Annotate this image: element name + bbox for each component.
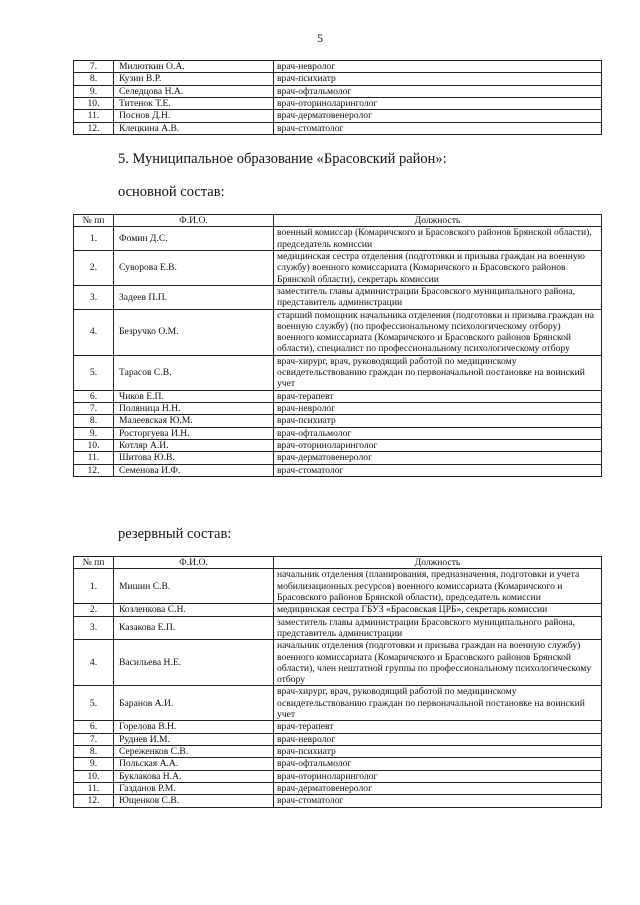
row-number: 2.	[74, 604, 114, 616]
member-name: Шитова Ю.В.	[114, 452, 274, 464]
table-row	[74, 464, 602, 476]
table-row	[74, 285, 602, 309]
row-number: 12.	[74, 795, 114, 807]
row-number: 8.	[74, 746, 114, 758]
table-row	[74, 616, 602, 640]
member-name: Задеев П.П.	[114, 285, 274, 309]
member-position: врач-дерматовенеролог	[274, 782, 602, 794]
row-number: 8.	[74, 73, 114, 85]
row-number: 7.	[74, 403, 114, 415]
row-number: 1.	[74, 569, 114, 604]
member-position: врач-офтальмолог	[274, 427, 602, 439]
table-row	[74, 452, 602, 464]
table-row	[74, 122, 602, 134]
member-position: старший помощник начальника отделения (подготовки и призыва граждан на военную службу) (по профессиональному психологическому отбору) военного комиссариата (Комаричского и Брасовского районов Брянской области), специалист по профессиональному психологическому отбору	[274, 309, 602, 355]
member-position: врач-офтальмолог	[274, 758, 602, 770]
table-row	[74, 604, 602, 616]
member-name: Росторгуева И.Н.	[114, 427, 274, 439]
table-row	[74, 721, 602, 733]
member-position: медицинская сестра ГБУЗ «Брасовская ЦРБ», секретарь комиссии	[274, 604, 602, 616]
row-number: 10.	[74, 439, 114, 451]
continued-members-table	[73, 60, 602, 135]
row-number: 11.	[74, 782, 114, 794]
member-position: врач-стоматолог	[274, 122, 602, 134]
row-number: 9.	[74, 758, 114, 770]
member-position: врач-оториноларинголог	[274, 770, 602, 782]
member-name: Мишин С.В.	[114, 569, 274, 604]
header-num: № пп	[74, 557, 114, 569]
member-position: врач-терапевт	[274, 390, 602, 402]
member-name: Газданов Р.М.	[114, 782, 274, 794]
table-row	[74, 782, 602, 794]
table-row	[74, 403, 602, 415]
table-row	[74, 795, 602, 807]
row-number: 10.	[74, 97, 114, 109]
row-number: 3.	[74, 285, 114, 309]
header-name: Ф.И.О.	[114, 557, 274, 569]
header-position: Должность	[274, 215, 602, 227]
member-position: медицинская сестра отделения (подготовки и призыва граждан на военную службу) военного комиссариата (Комаричского и Брасовского районов Брянской области), секретарь комиссии	[274, 250, 602, 285]
member-name: Горелова В.Н.	[114, 721, 274, 733]
member-position: врач-оториноларинголог	[274, 97, 602, 109]
table-header-row	[74, 215, 602, 227]
member-position: врач-оториноларинголог	[274, 439, 602, 451]
row-number: 4.	[74, 309, 114, 355]
row-number: 6.	[74, 721, 114, 733]
row-number: 5.	[74, 355, 114, 390]
member-name: Безручко О.М.	[114, 309, 274, 355]
member-name: Поснов Д.Н.	[114, 110, 274, 122]
member-position: начальник отделения (планирования, предназначения, подготовки и учета мобилизационных ресурсов) военного комиссариата (Комаричского и Брасовского районов Брянской области), председатель комиссии	[274, 569, 602, 604]
member-name: Тарасов С.В.	[114, 355, 274, 390]
table-row	[74, 227, 602, 251]
member-position: врач-офтальмолог	[274, 85, 602, 97]
page-number: 5	[317, 31, 323, 45]
member-position: врач-психиатр	[274, 415, 602, 427]
member-name: Семенова И.Ф.	[114, 464, 274, 476]
main-composition-heading: основной состав:	[118, 184, 225, 200]
reserve-composition-heading: резервный состав:	[118, 526, 232, 542]
member-position: начальник отделения (подготовки и призыва граждан на военную службу) военного комиссариата (Комаричского и Брасовского районов Брянской области), член нештатной группы по профессиональному психологическому отбору	[274, 640, 602, 686]
member-position: врач-невролог	[274, 403, 602, 415]
member-name: Селедцова Н.А.	[114, 85, 274, 97]
row-number: 5.	[74, 686, 114, 721]
member-name: Котляр А.И.	[114, 439, 274, 451]
table-row	[74, 85, 602, 97]
member-name: Малеевская Ю.М.	[114, 415, 274, 427]
row-number: 11.	[74, 452, 114, 464]
row-number: 7.	[74, 61, 114, 73]
table-row	[74, 439, 602, 451]
row-number: 7.	[74, 733, 114, 745]
table-row	[74, 73, 602, 85]
member-position: врач-стоматолог	[274, 795, 602, 807]
row-number: 6.	[74, 390, 114, 402]
member-name: Казакова Е.П.	[114, 616, 274, 640]
row-number: 10.	[74, 770, 114, 782]
table-row	[74, 758, 602, 770]
member-position: врач-стоматолог	[274, 464, 602, 476]
member-name: Козленкова С.Н.	[114, 604, 274, 616]
row-number: 9.	[74, 427, 114, 439]
row-number: 1.	[74, 227, 114, 251]
member-name: Суворова Е.В.	[114, 250, 274, 285]
member-name: Титенок Т.Е.	[114, 97, 274, 109]
table-row	[74, 97, 602, 109]
header-name: Ф.И.О.	[114, 215, 274, 227]
member-position: врач-дерматовенеролог	[274, 110, 602, 122]
member-name: Кузин В.Р.	[114, 73, 274, 85]
table-row	[74, 110, 602, 122]
row-number: 12.	[74, 464, 114, 476]
member-name: Милюткин О.А.	[114, 61, 274, 73]
member-position: заместитель главы администрации Брасовского муниципального района, представитель администрации	[274, 285, 602, 309]
table-row	[74, 309, 602, 355]
member-position: врач-хирург, врач, руководящий работой по медицинскому освидетельствованию граждан по первоначальной постановке на воинский учет	[274, 355, 602, 390]
member-position: врач-хирург, врач, руководящий работой по медицинскому освидетельствованию граждан по первоначальной постановке на воинский учет	[274, 686, 602, 721]
member-position: заместитель главы администрации Брасовского муниципального района, представитель администрации	[274, 616, 602, 640]
table-header-row	[74, 557, 602, 569]
row-number: 3.	[74, 616, 114, 640]
member-position: врач-дерматовенеролог	[274, 452, 602, 464]
row-number: 11.	[74, 110, 114, 122]
member-name: Клецкина А.В.	[114, 122, 274, 134]
row-number: 8.	[74, 415, 114, 427]
main-composition-table	[73, 214, 602, 477]
member-position: врач-психиатр	[274, 73, 602, 85]
header-num: № пп	[74, 215, 114, 227]
reserve-composition-table	[73, 556, 602, 808]
table-row	[74, 250, 602, 285]
member-name: Руднев И.М.	[114, 733, 274, 745]
table-row	[74, 390, 602, 402]
member-name: Баранов А.И.	[114, 686, 274, 721]
member-name: Фомин Д.С.	[114, 227, 274, 251]
table-row	[74, 355, 602, 390]
row-number: 9.	[74, 85, 114, 97]
table-row	[74, 415, 602, 427]
member-name: Ющенков С.В.	[114, 795, 274, 807]
member-name: Буклакова Н.А.	[114, 770, 274, 782]
table-row	[74, 61, 602, 73]
header-position: Должность	[274, 557, 602, 569]
section-title: 5. Муниципальное образование «Брасовский район»:	[118, 151, 447, 167]
member-name: Польская А.А.	[114, 758, 274, 770]
member-name: Сереженков С.В.	[114, 746, 274, 758]
table-row	[74, 640, 602, 686]
table-row	[74, 569, 602, 604]
member-name: Поляница Н.Н.	[114, 403, 274, 415]
member-position: врач-психиатр	[274, 746, 602, 758]
member-position: врач-терапевт	[274, 721, 602, 733]
table-row	[74, 770, 602, 782]
member-position: военный комиссар (Комаричского и Брасовского районов Брянской области), председатель комиссии	[274, 227, 602, 251]
member-name: Чиков Е.П.	[114, 390, 274, 402]
member-name: Васильева Н.Е.	[114, 640, 274, 686]
row-number: 2.	[74, 250, 114, 285]
table-row	[74, 746, 602, 758]
member-position: врач-невролог	[274, 733, 602, 745]
row-number: 12.	[74, 122, 114, 134]
table-row	[74, 427, 602, 439]
table-row	[74, 733, 602, 745]
row-number: 4.	[74, 640, 114, 686]
table-row	[74, 686, 602, 721]
member-position: врач-невролог	[274, 61, 602, 73]
